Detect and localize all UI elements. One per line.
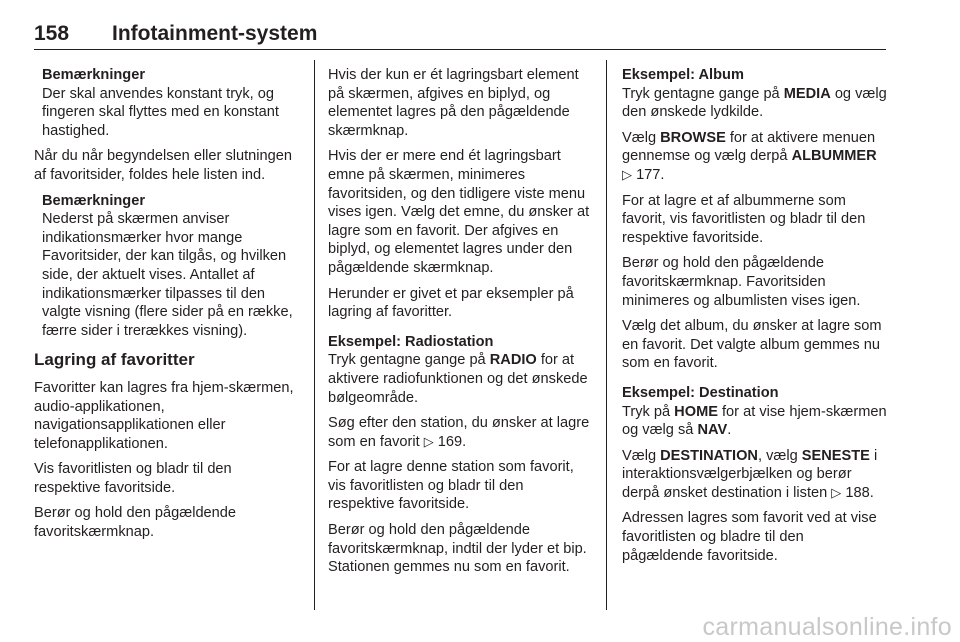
paragraph [622,447,888,503]
paragraph: Vis favoritlisten og bladr til den respektive favoritside. [34,461,232,496]
text: Vælg [622,129,661,146]
key-label: DESTINATION [660,447,758,464]
example-heading: Eksempel: Album [622,67,744,83]
text: Vælg [622,447,661,464]
text: i interaktionsvælgerbjælken og berør derpå ønsket destination i listen [622,447,878,501]
paragraph: Berør og hold den pågældende favoritskærmknap. Favoritsiden minimeres og albumlisten vises igen. [622,255,861,309]
paragraph: For at lagre denne station som favorit, vis favoritlisten og bladr til den respektive favoritside. [328,459,574,513]
text: . [462,433,467,450]
paragraph [622,129,888,185]
subsection-heading: Lagring af favoritter [34,350,195,370]
page-reference-icon: ▷ [423,433,434,449]
header-rule [34,49,886,50]
text: og vælg den ønskede lydkilde. [622,85,887,121]
column-divider-1 [314,60,315,610]
text: . [660,166,665,183]
page-header [34,22,886,52]
watermark: carmanualsonline.info [702,613,952,641]
section-title: Infotainment-system [112,22,318,45]
note-title: Bemærkninger [42,67,145,83]
paragraph: Hvis der er mere end ét lagringsbart emne på skærmen, minimeres favoritsiden, og den tidligere viste menu vises igen. Vælg det emne, du ønsker at lagre som en favorit. Der afgives en biplyd, og elementet lagres under den pågældende skærmknap. [328,148,590,276]
paragraph: Når du når begyndelsen eller slutningen af favoritsider, foldes hele listen ind. [34,148,292,183]
text: for at aktivere radiofunktionen og det ønskede bølgeområde. [328,352,588,406]
text: Tryk gentagne gange på [328,352,490,369]
page-reference[interactable]: 177 [636,166,661,183]
page-reference-icon: ▷ [831,484,842,500]
key-label: HOME [674,403,718,420]
note-body: Nederst på skærmen anviser indikationsmærker hvor mange Favoritsider, der kan tilgås, og hvilken side, der aktuelt vises. Antallet af indikationsmærker tilpasses til den valgte visning (flere sider på en række, færre sider i trerækkes visning). [42,211,293,339]
paragraph [622,85,888,122]
text: for at aktivere menuen gennemse og vælg derpå [622,129,876,165]
note-box [34,192,298,341]
key-label: RADIO [489,352,537,369]
text: . [727,422,732,439]
page-reference-icon: ▷ [622,166,632,182]
page-reference[interactable]: 188 [845,484,870,501]
paragraph [328,351,594,407]
text: Søg efter den station, du ønsker at lagre som en favorit [328,415,590,450]
key-label: NAV [697,422,728,439]
page-number: 158 [34,22,70,45]
column-divider-2 [606,60,607,610]
paragraph: Vælg det album, du ønsker at lagre som en favorit. Det valgte album gemmes nu som en favorit. [622,318,882,372]
paragraph [622,403,888,440]
column-3 [622,66,888,572]
example-heading: Eksempel: Radiostation [328,333,494,350]
paragraph: Herunder er givet et par eksempler på lagring af favoritter. [328,285,574,321]
key-label: ALBUMMER [791,148,877,165]
paragraph: Berør og hold den pågældende favoritskærmknap, indtil der lyder et bip. Stationen gemmes nu som en favorit. [328,522,587,576]
column-1 [34,66,298,549]
note-title: Bemærkninger [42,192,145,209]
paragraph: Hvis der kun er ét lagringsbart element på skærmen, afgives en biplyd, og elementet lagres på den pågældende skærmknap. [328,67,579,139]
paragraph: Favoritter kan lagres fra hjem-skærmen, audio-applikationen, navigationsapplikationen eller telefonapplikationen. [34,379,294,452]
note-box [34,66,298,140]
text: Tryk gentagne gange på [622,85,784,102]
page-reference[interactable]: 169 [437,433,463,450]
note-body: Der skal anvendes konstant tryk, og fingeren skal flyttes med en konstant hastighed. [42,85,279,139]
text: , vælg [757,447,802,464]
text: for at vise hjem-skærmen og vælg så [622,403,887,439]
paragraph: Adressen lagres som favorit ved at vise favoritlisten og bladre til den pågældende favoritside. [622,510,877,564]
column-2 [328,66,594,584]
paragraph: Berør og hold den pågældende favoritskærmknap. [34,505,237,541]
text: Tryk på [622,403,675,420]
key-label: BROWSE [660,129,726,146]
example-heading: Eksempel: Destination [622,384,779,401]
key-label: MEDIA [783,85,831,102]
paragraph: For at lagre et af albummerne som favorit, vis favoritlisten og bladr til den respektive favoritside. [622,192,866,246]
key-label: SENESTE [801,447,870,464]
paragraph [328,414,594,451]
text: . [869,484,874,501]
